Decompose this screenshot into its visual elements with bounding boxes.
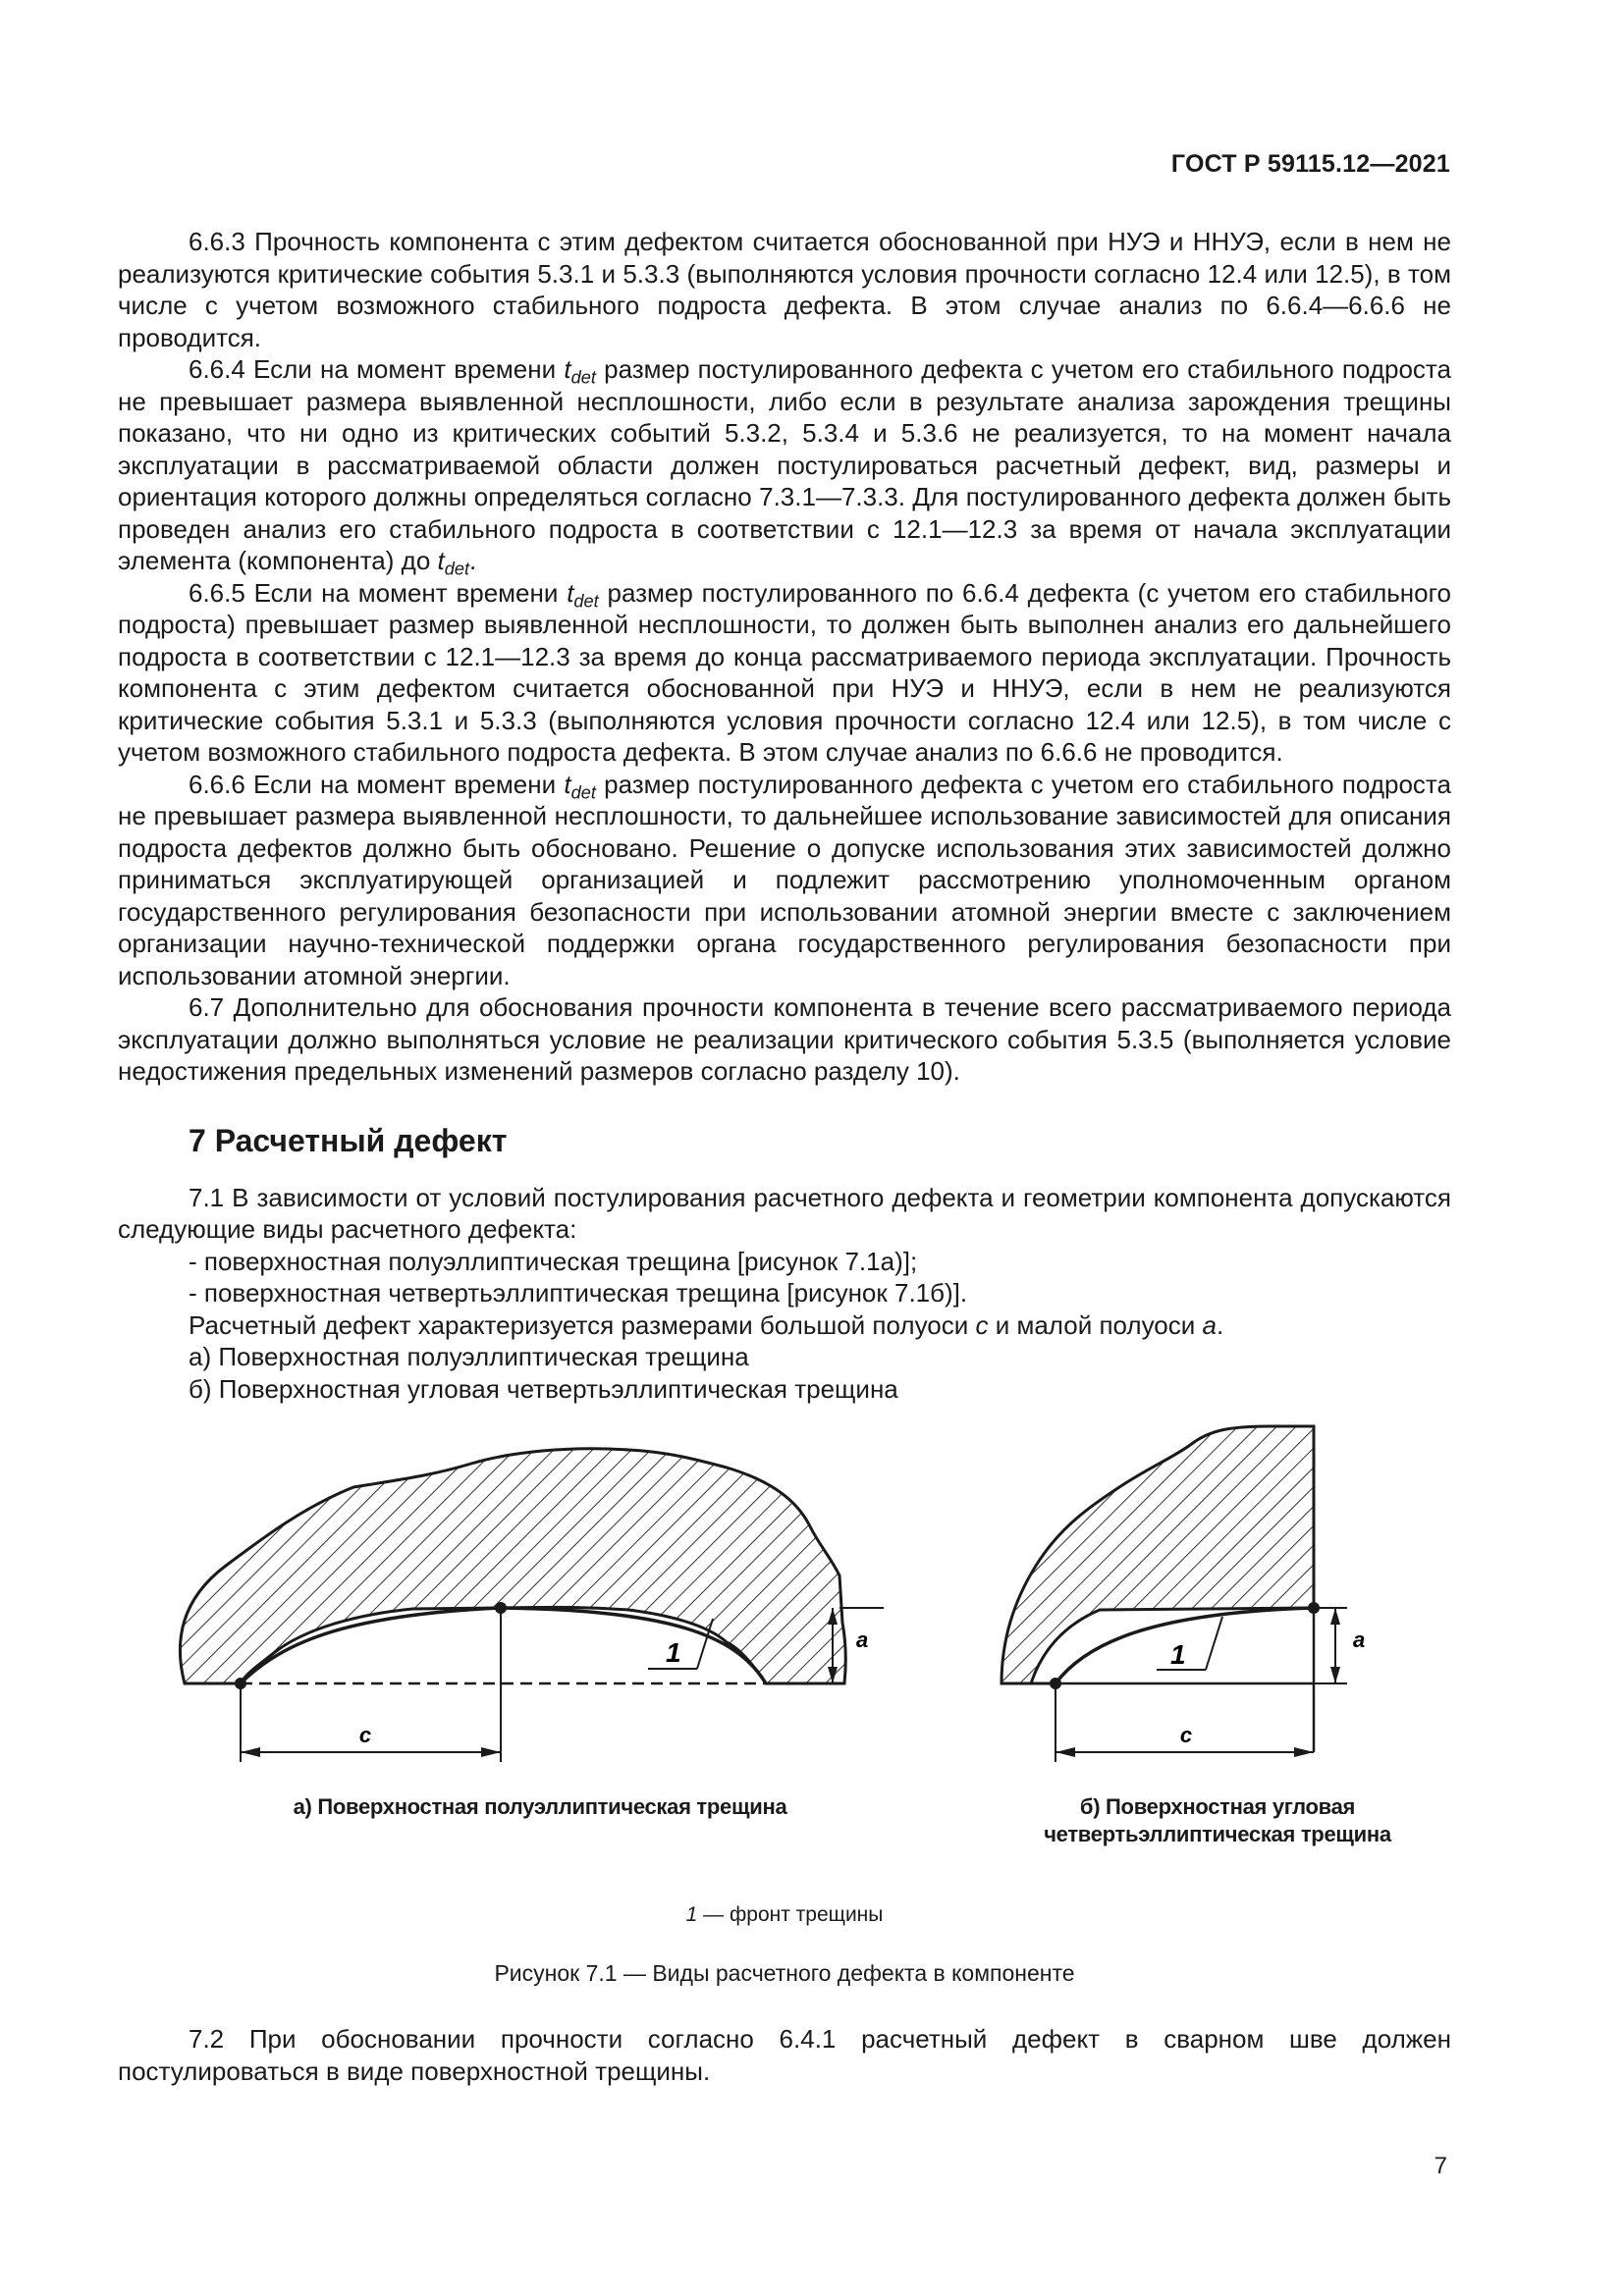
arrow xyxy=(481,1747,501,1757)
arrow xyxy=(1056,1747,1075,1757)
paragraph-7-1-item-a: а) Поверхностная полуэллиптическая трещина xyxy=(189,1342,749,1371)
figure-b xyxy=(1001,1426,1365,1762)
paragraph-7-2: 7.2 При обосновании прочности согласно 6.4.1 расчетный дефект в сварном шве должен постулироваться в виде поверхностной трещины. xyxy=(118,2024,1451,2086)
figure-legend: 1 — фронт трещины xyxy=(685,1903,884,1926)
paragraph-7-1: 7.1 В зависимости от условий постулирования расчетного дефекта и геометрии компонента допускаются следующие виды расчетного дефекта: xyxy=(118,1182,1451,1244)
label-a: a xyxy=(1353,1628,1366,1652)
arrow xyxy=(241,1747,260,1757)
label-c: c xyxy=(1179,1723,1193,1747)
figure-drawing xyxy=(118,1418,1451,1831)
arrow xyxy=(1330,1608,1340,1625)
figure-a xyxy=(180,1449,884,1762)
paragraph-6-6-6: 6.6.6 Если на момент времени $t_{det}$ размер постулированного дефекта с учетом его стабильного подроста не превышает размера выявленной несплошности, то дальнейшее использование зависимостей для описания подроста дефектов должно быть обосновано. Решение о допуске использования этих зависимостей должно приниматься эксплуатирующей организацией и подлежит рассмотрению уполномоченным органом государственного регулирования безопасности при использовании атомной энергии вместе с заключением организации научно-технической поддержки органа государственного регулирования безопасности при использовании атомной энергии. xyxy=(118,769,1451,990)
document-code: ГОСТ Р 59115.12—2021 xyxy=(1170,150,1450,178)
hatched-body-b xyxy=(1001,1426,1314,1683)
page-number: 7 xyxy=(1434,2153,1447,2179)
caption-a: а) Поверхностная полуэллиптическая трещина xyxy=(293,1794,787,1819)
paragraph-7-1-dimensions: Расчетный дефект характеризуется размерами большой полуоси c и малой полуоси a. xyxy=(189,1309,1224,1340)
figure-7-1 xyxy=(118,1418,1451,1846)
label-1: 1 xyxy=(1170,1639,1186,1670)
paragraph-7-1-item-b: б) Поверхностная угловая четвертьэллиптическая трещина xyxy=(189,1373,898,1404)
paragraph-6-6-3: 6.6.3 Прочность компонента с этим дефектом считается обоснованной при НУЭ и ННУЭ, если в нем не реализуются критические события 5.3.1 и 5.3.3 (выполняются условия прочности согласно 12.4 или 12.5), в том числе с учетом возможного стабильного подроста дефекта. В этом случае анализ по 6.6.4—6.6.6 не проводится. xyxy=(118,227,1451,352)
page-body xyxy=(118,226,1451,2087)
label-c: c xyxy=(358,1723,372,1747)
section-title: 7 Расчетный дефект xyxy=(189,1122,508,1158)
paragraph-6-6-5: 6.6.5 Если на момент времени $t_{det}$ размер постулированного по 6.6.4 дефекта (с учетом его стабильного подроста) превышает размер выявленной несплошности, то должен быть выполнен анализ его дальнейшего подроста в соответствии с 12.1—12.3 за время до конца рассматриваемого периода эксплуатации. Прочность компонента с этим дефектом считается обоснованной при НУЭ и ННУЭ, если в нем не реализуются критические события 5.3.1 и 5.3.3 (выполняются условия прочности согласно 12.4 или 12.5), в том числе с учетом возможного стабильного подроста дефекта. В этом случае анализ по 6.6.6 не проводится. xyxy=(118,577,1451,767)
leader-line xyxy=(1206,1617,1222,1670)
list-item: - поверхностная четвертьэллиптическая трещина [рисунок 7.1б)]. xyxy=(189,1278,968,1308)
arrow xyxy=(1294,1747,1314,1757)
label-1: 1 xyxy=(666,1637,681,1668)
label-a: a xyxy=(856,1628,869,1652)
list-item: - поверхностная полуэллиптическая трещина [рисунок 7.1а)]; xyxy=(189,1246,918,1276)
hatched-body-a xyxy=(180,1449,845,1683)
paragraph-6-7: 6.7 Дополнительно для обоснования прочности компонента в течение всего рассматриваемого периода эксплуатации должно выполняться условие не реализации критического события 5.3.5 (выполняется условие недостижения предельных изменений размеров согласно разделу 10). xyxy=(118,992,1451,1086)
figure-title: Рисунок 7.1 — Виды расчетного дефекта в компоненте xyxy=(494,1960,1075,1986)
caption-b: б) Поверхностная угловая четвертьэллиптическая трещина xyxy=(1044,1794,1391,1846)
paragraph-6-6-4: 6.6.4 Если на момент времени $t_{det}$ размер постулированного дефекта с учетом его стабильного подроста не превышает размера выявленной несплошности, либо если в результате анализа зарождения трещины показано, что ни одно из критических событий 5.3.2, 5.3.4 и 5.3.6 не реализуется, то на момент начала эксплуатации в рассматриваемой области должен постулироваться расчетный дефект, вид, размеры и ориентация которого должны определяться согласно 7.3.1—7.3.3. Для постулированного дефекта должен быть проведен анализ его стабильного подроста в соответствии с 12.1—12.3 за время от начала эксплуатации элемента (компонента) до $t_{det}$. xyxy=(118,354,1451,579)
arrow xyxy=(1330,1667,1340,1683)
